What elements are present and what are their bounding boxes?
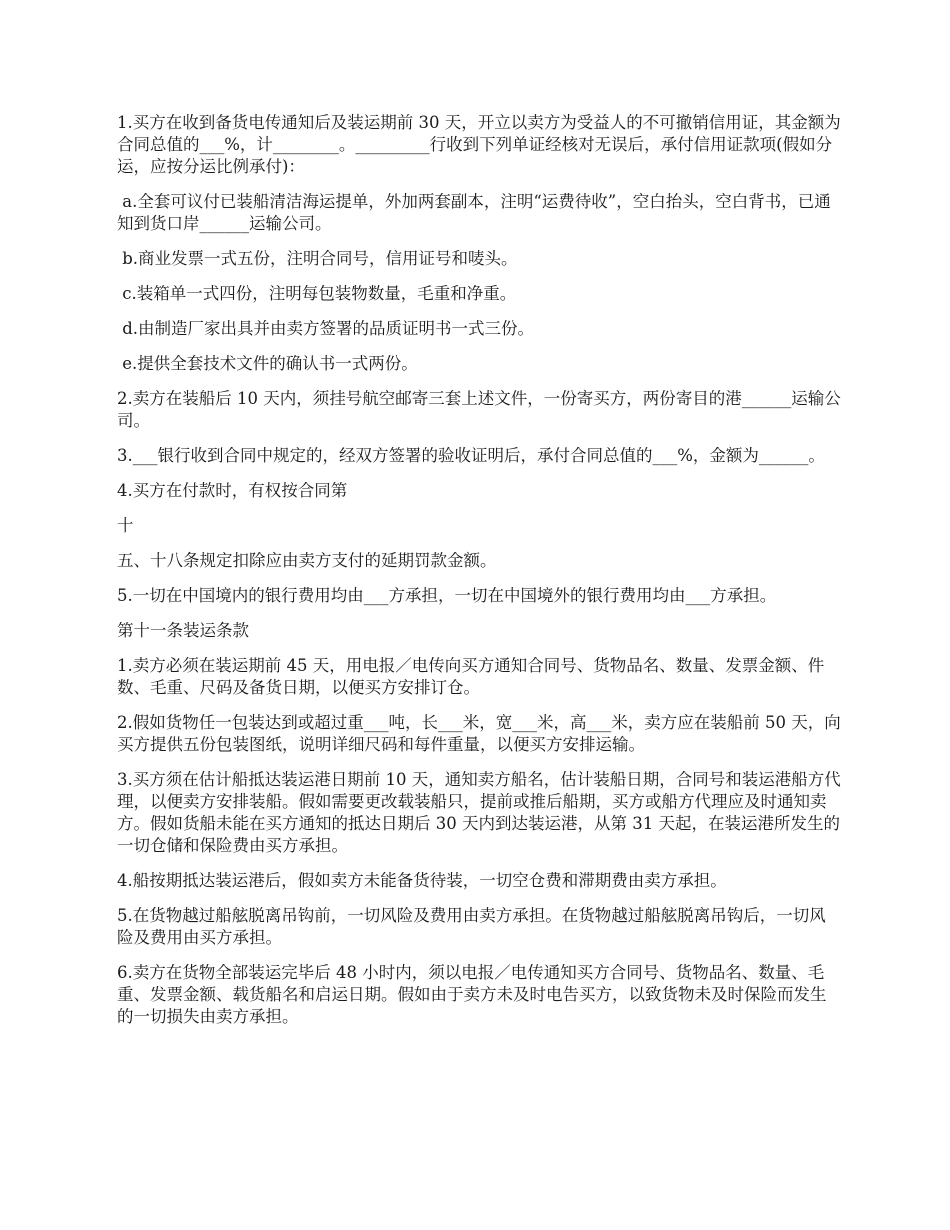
document-page bbox=[117, 112, 842, 1041]
document-item-a: a.全套可议付已装船清洁海运提单，外加两套副本，注明“运费待收”，空白抬头，空白背书，已通知到货口岸______运输公司。 bbox=[117, 192, 831, 233]
payment-clause-4: 4.买方在付款时，有权按合同第 bbox=[117, 481, 348, 500]
payment-clause-2: 2.卖方在装船后 10 天内，须挂号航空邮寄三套上述文件，一份寄买方，两份寄目的港______运输公司。 bbox=[117, 389, 841, 430]
section-heading-article-11: 第十一条装运条款 bbox=[117, 621, 249, 640]
shipping-clause-6: 6.卖方在货物全部装运完毕后 48 小时内，须以电报／电传通知买方合同号、货物品名、数量、毛重、发票金额、载货船名和启运日期。假如由于卖方未及时电告买方，以致货物未及时保险而发生的一切损失由卖方承担。 bbox=[117, 963, 827, 1026]
shipping-clause-1: 1.卖方必须在装运期前 45 天，用电报／电传向买方通知合同号、货物品名、数量、发票金额、件数、毛重、尺码及备货日期，以便买方安排订仓。 bbox=[117, 656, 825, 697]
shipping-clause-5: 5.在货物越过船舷脱离吊钩前，一切风险及费用由卖方承担。在货物越过船舷脱离吊钩后，一切风险及费用由买方承担。 bbox=[117, 906, 826, 947]
shipping-clause-4: 4.船按期抵达装运港后，假如卖方未能备货待装，一切空仓费和滞期费由卖方承担。 bbox=[117, 871, 727, 890]
payment-clause-3: 3.___银行收到合同中规定的，经双方签署的验收证明后，承付合同总值的___%，金额为______。 bbox=[117, 446, 825, 465]
payment-clause-4-fragment: 十 bbox=[117, 516, 134, 535]
document-item-d: d.由制造厂家出具并由卖方签署的品质证明书一式三份。 bbox=[117, 319, 535, 338]
document-item-b: b.商业发票一式五份，注明合同号，信用证号和唛头。 bbox=[117, 249, 518, 268]
shipping-clause-2: 2.假如货物任一包装达到或超过重___吨，长___米，宽___米，高___米，卖方应在装船前 50 天，向买方提供五份包装图纸，说明详细尺码和每件重量，以便买方安排运输。 bbox=[117, 713, 841, 754]
payment-clause-4-continued: 五、十八条规定扣除应由卖方支付的延期罚款金额。 bbox=[117, 551, 497, 570]
payment-clause-1: 1.买方在收到备货电传通知后及装运期前 30 天，开立以卖方为受益人的不可撤销信用证，其金额为合同总值的___%，计________。_________行收到下列单证经核对无误后，承付信用证款项(假如分运，应按分运比例承付)： bbox=[117, 113, 841, 176]
shipping-clause-3: 3.买方须在估计船抵达装运港日期前 10 天，通知卖方船名，估计装船日期，合同号和装运港船方代理，以便卖方安排装船。假如需要更改载装船只，提前或推后船期，买方或船方代理应及时通知卖方。假如货船未能在买方通知的抵达日期后 30 天内到达装运港，从第 31 天起，在装运港所发生的一切仓储和保险费由买方承担。 bbox=[117, 770, 841, 855]
document-item-c: c.装箱单一式四份，注明每包装物数量，毛重和净重。 bbox=[117, 284, 517, 303]
document-item-e: e.提供全套技术文件的确认书一式两份。 bbox=[117, 354, 418, 373]
payment-clause-5: 5.一切在中国境内的银行费用均由___方承担，一切在中国境外的银行费用均由___方承担。 bbox=[117, 586, 777, 605]
